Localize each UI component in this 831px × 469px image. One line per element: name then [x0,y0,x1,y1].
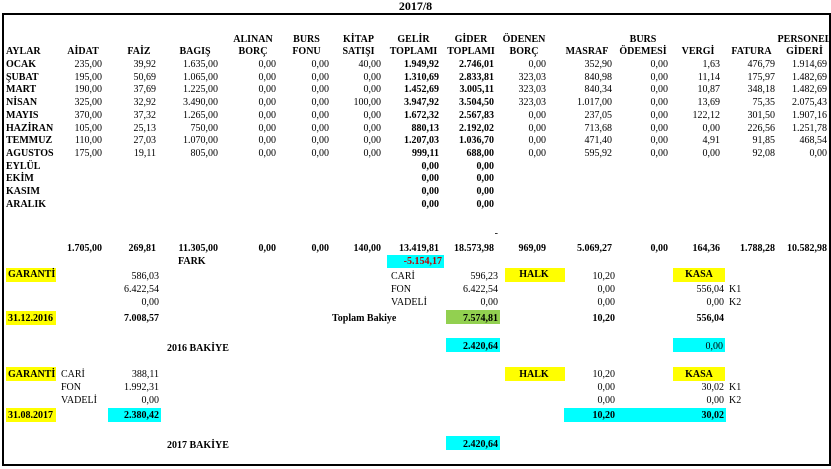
data-cell: 0,00 [311,59,329,70]
cari-label: CARİ [391,271,415,282]
halk-value: 0,00 [597,297,615,308]
garanti2-label: GARANTİ [8,369,56,380]
mid-value: 596,23 [470,271,498,282]
month-label: KASIM [6,186,40,197]
data-cell: 688,00 [466,148,494,159]
data-cell: 713,68 [584,123,612,134]
month-label: MAYIS [6,110,39,121]
garanti-label: GARANTİ [8,269,56,280]
garanti-value: 586,03 [131,271,159,282]
data-cell: 0,00 [650,123,668,134]
data-cell: 1.907,16 [792,110,827,121]
total-cell: 11.305,00 [178,243,218,254]
bakiye-value: 2.420,64 [463,341,498,352]
column-header: ÖDENEN BORÇ [502,34,546,57]
bakiye2-value: 2.420,64 [463,439,498,450]
total-cell: 13.419,81 [399,243,439,254]
data-cell: 1.635,00 [183,59,218,70]
total-cell: 1.788,28 [740,243,775,254]
data-cell: 0,00 [650,72,668,83]
month-label: EKİM [6,173,34,184]
data-cell: 0,00 [311,97,329,108]
column-header: MASRAF [565,46,609,57]
column-header: FAİZ [127,46,151,57]
data-cell: 1.949,92 [404,59,439,70]
data-cell: 0,00 [363,148,381,159]
data-cell: 805,00 [190,148,218,159]
data-cell: 0,00 [528,123,546,134]
data-cell: 471,40 [584,135,612,146]
toplam-bakiye-value: 7.574,81 [463,313,498,324]
column-header: KİTAP SATIŞI [342,34,375,57]
column-header: FATURA [731,46,772,57]
data-cell: 840,34 [584,84,612,95]
data-cell: 175,00 [74,148,102,159]
k2-2-label: K2 [729,395,742,406]
data-cell: 235,00 [74,59,102,70]
month-label: ŞUBAT [6,72,39,83]
data-cell: 1.672,32 [404,110,439,121]
data-cell: 37,32 [133,110,156,121]
data-cell: 0,00 [476,173,494,184]
data-cell: 352,90 [584,59,612,70]
data-cell: 1.251,78 [792,123,827,134]
data-cell: 0,00 [311,110,329,121]
data-cell: 40,00 [358,59,381,70]
data-cell: 0,00 [650,148,668,159]
data-cell: 0,00 [650,84,668,95]
kasa-total: 556,04 [696,313,724,324]
column-header: AYLAR [6,46,41,57]
data-cell: 32,92 [133,97,156,108]
column-header: GELİR TOPLAMI [389,34,438,57]
data-cell: 468,54 [799,135,827,146]
data-cell: 0,00 [258,123,276,134]
data-cell: 301,50 [747,110,775,121]
data-cell: 999,11 [412,148,439,159]
data-cell: 1.065,00 [183,72,218,83]
halk2-label: HALK [519,369,549,380]
data-cell: 122,12 [692,110,720,121]
date-label: 31.12.2016 [8,313,53,324]
garanti-value: 6.422,54 [124,284,159,295]
data-cell: 0,00 [258,110,276,121]
total-cell: 269,81 [128,243,156,254]
data-cell: 237,05 [584,110,612,121]
data-cell: 0,00 [363,84,381,95]
month-label: OCAK [6,59,36,70]
data-cell: 175,97 [747,72,775,83]
bakiye2-label: 2017 BAKİYE [167,440,229,451]
month-label: ARALIK [6,199,47,210]
column-header: GİDER TOPLAMI [447,34,495,57]
data-cell: 0,00 [363,123,381,134]
total-cell: 18.573,98 [454,243,494,254]
data-cell: 0,00 [311,84,329,95]
data-cell: 1.310,69 [404,72,439,83]
kasa2-label: KASA [685,369,713,380]
data-cell: 0,00 [311,123,329,134]
data-cell: 100,00 [353,97,381,108]
mid-value: 6.422,54 [463,284,498,295]
halk-label: HALK [519,269,549,280]
data-cell: 2.746,01 [459,59,494,70]
data-cell: 0,00 [650,97,668,108]
data-cell: 39,92 [133,59,156,70]
data-cell: 1.207,03 [404,135,439,146]
total-cell: 0,00 [650,243,668,254]
data-cell: 1.482,69 [792,72,827,83]
total-cell: 140,00 [353,243,381,254]
garanti2-value: 0,00 [141,395,159,406]
data-cell: 27,03 [133,135,156,146]
data-cell: 0,00 [258,148,276,159]
data-cell: 0,00 [258,97,276,108]
garanti2-value: 1.992,31 [124,382,159,393]
column-header: ALINAN BORÇ [233,34,273,57]
sheet-title: 2017/8 [398,0,433,13]
data-cell: 323,03 [518,97,546,108]
data-cell: 476,79 [747,59,775,70]
data-cell: 0,00 [363,135,381,146]
data-cell: 1.914,69 [792,59,827,70]
kasa-value: 0,00 [706,297,724,308]
month-label: EYLÜL [6,161,41,172]
column-header: BURS ÖDEMESİ [619,34,667,57]
total-cell: 969,09 [518,243,546,254]
data-cell: 1.265,00 [183,110,218,121]
data-cell: 0,00 [528,59,546,70]
kasa2-value: 0,00 [706,395,724,406]
bakiye-kasa-value: 0,00 [705,341,723,352]
data-cell: 0,00 [528,110,546,121]
data-cell: 0,00 [650,110,668,121]
dash-mark: - [494,228,498,239]
garanti2-value: 388,11 [131,369,159,380]
data-cell: 1,63 [702,59,720,70]
halk2-value: 0,00 [597,382,615,393]
data-cell: 0,00 [476,186,494,197]
halk-value: 10,20 [592,271,615,282]
column-header: VERGİ [681,46,715,57]
kasa2-total: 30,02 [701,410,724,421]
data-cell: 1.225,00 [183,84,218,95]
cari2-label: CARİ [61,369,85,380]
month-label: NİSAN [6,97,38,108]
data-cell: 0,00 [476,161,494,172]
kasa2-value: 30,02 [701,382,724,393]
data-cell: 840,98 [584,72,612,83]
data-cell: 105,00 [74,123,102,134]
data-cell: 0,00 [702,123,720,134]
data-cell: 0,00 [363,110,381,121]
fark-value: -5.154,17 [403,256,442,267]
data-cell: 0,00 [809,148,827,159]
total-cell: 10.582,98 [787,243,827,254]
halk2-total: 10,20 [592,410,615,421]
data-cell: 1.452,69 [404,84,439,95]
fon-label: FON [391,284,412,295]
data-cell: 750,00 [190,123,218,134]
data-cell: 92,08 [752,148,775,159]
data-cell: 1.036,70 [459,135,494,146]
garanti-value: 0,00 [141,297,159,308]
total-cell: 0,00 [311,243,329,254]
data-cell: 91,85 [752,135,775,146]
data-cell: 3.490,00 [183,97,218,108]
data-cell: 0,00 [258,135,276,146]
k1-2-label: K1 [729,382,742,393]
month-label: HAZİRAN [6,123,54,134]
data-cell: 11,14 [697,72,720,83]
halk-value: 0,00 [597,284,615,295]
data-cell: 0,00 [421,161,439,172]
total-cell: 164,36 [692,243,720,254]
data-cell: 0,00 [311,72,329,83]
data-cell: 0,00 [421,173,439,184]
total-cell: 1.705,00 [67,243,102,254]
data-cell: 0,00 [421,186,439,197]
total-cell: 0,00 [258,243,276,254]
data-cell: 880,13 [411,123,439,134]
data-cell: 370,00 [74,110,102,121]
data-cell: 4,91 [702,135,720,146]
data-cell: 0,00 [476,199,494,210]
halk-total: 10,20 [592,313,615,324]
month-label: TEMMUZ [6,135,53,146]
data-cell: 110,00 [74,135,102,146]
mid-value: 0,00 [480,297,498,308]
column-header: PERSONEL GİDERİ [777,34,831,57]
data-cell: 1.017,00 [577,97,612,108]
halk2-value: 0,00 [597,395,615,406]
fark-label: FARK [178,256,206,267]
kasa-label: KASA [685,269,713,280]
k2-label: K2 [729,297,742,308]
data-cell: 0,00 [528,135,546,146]
data-cell: 0,00 [311,148,329,159]
data-cell: 3.947,92 [404,97,439,108]
kasa-value: 556,04 [696,284,724,295]
date2-label: 31.08.2017 [8,410,53,421]
data-cell: 3.005,11 [459,84,494,95]
data-cell: 2.075,43 [792,97,827,108]
data-cell: 2.192,02 [459,123,494,134]
data-cell: 3.504,50 [459,97,494,108]
data-cell: 0,00 [702,148,720,159]
column-header: BAGIŞ [179,46,211,57]
data-cell: 50,69 [133,72,156,83]
data-cell: 25,13 [133,123,156,134]
data-cell: 0,00 [650,59,668,70]
k1-label: K1 [729,284,742,295]
data-cell: 0,00 [528,148,546,159]
data-cell: 0,00 [258,72,276,83]
data-cell: 0,00 [421,199,439,210]
vadeli-label: VADELİ [391,297,427,308]
data-cell: 1.070,00 [183,135,218,146]
data-cell: 0,00 [258,59,276,70]
data-cell: 0,00 [650,135,668,146]
halk2-value: 10,20 [592,369,615,380]
data-cell: 195,00 [74,72,102,83]
data-cell: 323,03 [518,84,546,95]
data-cell: 0,00 [363,72,381,83]
vadeli2-label: VADELİ [61,395,97,406]
month-label: MART [6,84,37,95]
fon2-label: FON [61,382,82,393]
data-cell: 190,00 [74,84,102,95]
toplam-bakiye-label: Toplam Bakiye [332,313,397,324]
data-cell: 75,35 [752,97,775,108]
column-header: BURS FONU [292,34,321,57]
garanti-total: 7.008,57 [124,313,159,324]
data-cell: 37,69 [133,84,156,95]
data-cell: 323,03 [518,72,546,83]
bakiye-label: 2016 BAKİYE [167,343,229,354]
data-cell: 2.833,81 [459,72,494,83]
data-cell: 348,18 [747,84,775,95]
garanti2-total: 2.380,42 [124,410,159,421]
data-cell: 0,00 [258,84,276,95]
total-cell: 5.069,27 [577,243,612,254]
data-cell: 19,11 [133,148,156,159]
data-cell: 226,56 [747,123,775,134]
data-cell: 1.482,69 [792,84,827,95]
month-label: AGUSTOS [6,148,54,159]
column-header: AİDAT [67,46,99,57]
data-cell: 2.567,83 [459,110,494,121]
data-cell: 595,92 [584,148,612,159]
data-cell: 10,87 [697,84,720,95]
data-cell: 0,00 [311,135,329,146]
data-cell: 13,69 [697,97,720,108]
data-cell: 325,00 [74,97,102,108]
